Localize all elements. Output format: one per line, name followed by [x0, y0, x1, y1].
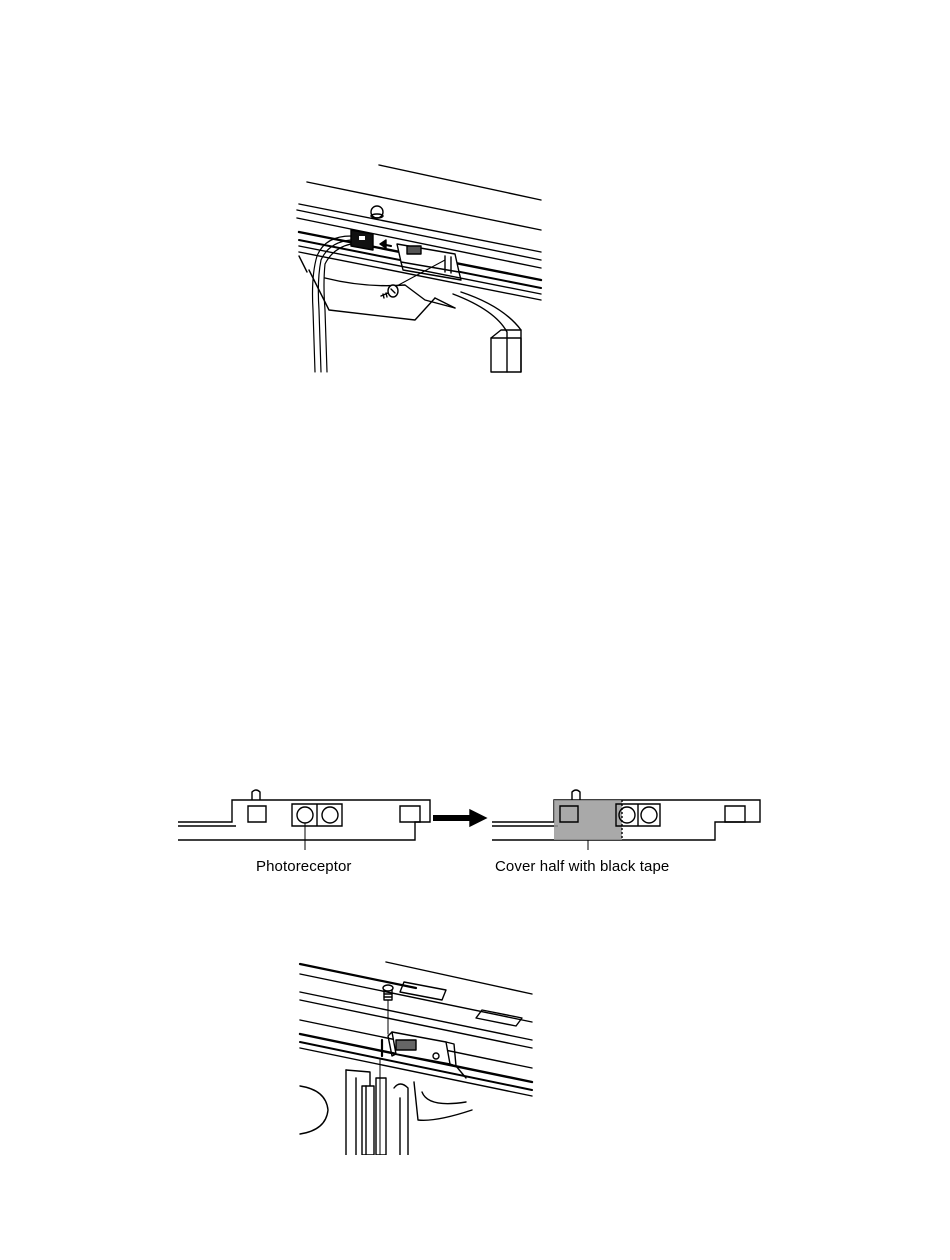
frame-lines [300, 962, 532, 1048]
sensor-module [388, 1032, 466, 1078]
guide-rail [299, 232, 541, 300]
connector-removal-illustration [285, 160, 545, 375]
slot-openings [400, 982, 522, 1026]
heatsink-assembly [300, 1060, 472, 1155]
ribbon-cable [453, 292, 521, 372]
photoreceptor-icon [297, 807, 313, 823]
arrow-left-icon [380, 240, 391, 248]
sensor-reinstall-illustration [296, 960, 536, 1155]
knob-icon [371, 206, 383, 218]
sensor-board-before [178, 790, 430, 850]
arrow-right-icon [433, 810, 486, 826]
screw-icon [382, 985, 393, 1056]
sensor-board-after [492, 790, 760, 850]
connector-plug-icon [351, 230, 373, 250]
sensor-taping-diagram [170, 780, 770, 850]
tape-instruction-label: Cover half with black tape [495, 858, 670, 875]
photoreceptor-label: Photoreceptor [256, 858, 352, 875]
